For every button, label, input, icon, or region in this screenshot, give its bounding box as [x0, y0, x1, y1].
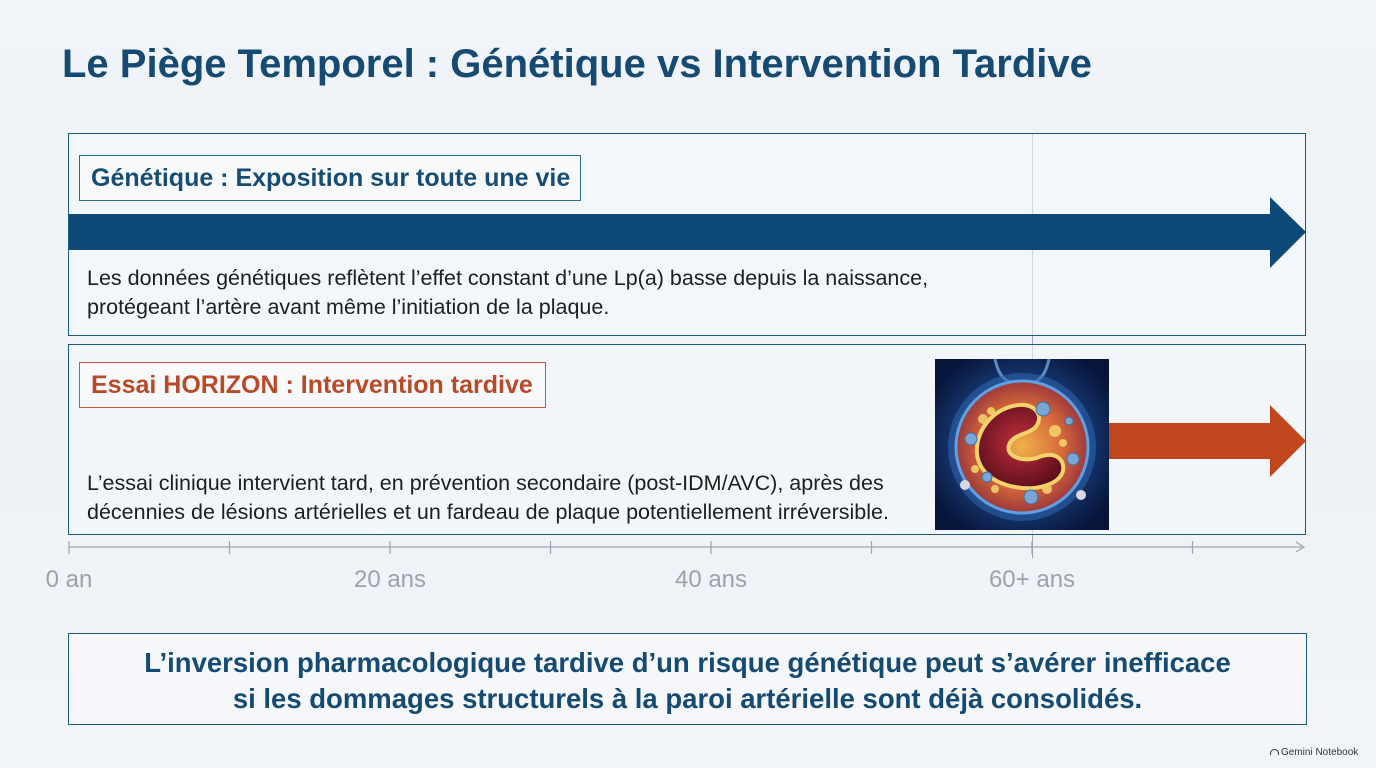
genetic-description-line1: Les données génétiques reflètent l’effet constant d’une Lp(a) basse depuis la naissance, [87, 266, 929, 290]
conclusion-line1: L’inversion pharmacologique tardive d’un risque génétique peut s’avérer inefficace [144, 647, 1231, 678]
brand-label: Gemini Notebook [1281, 747, 1359, 758]
conclusion-line2: si les dommages structurels à la paroi artérielle sont déjà consolidés. [232, 683, 1143, 714]
timeline-tick-label-20: 20 ans [353, 566, 427, 593]
gemini-notebook-brand [1270, 747, 1358, 758]
conclusion-box [68, 633, 1307, 725]
page-title: Le Piège Temporel : Génétique vs Intervention Tardive [62, 42, 1092, 86]
timeline-tick-label-0: 0 an [45, 566, 93, 593]
genetic-label: Génétique : Exposition sur toute une vie [79, 155, 581, 201]
genetic-description-line2: protégeant l’artère avant même l’initiation de la plaque. [87, 295, 610, 319]
horizon-description-line2: décennies de lésions artérielles et un fardeau de plaque potentiellement irréversible. [87, 500, 889, 524]
horizon-label: Essai HORIZON : Intervention tardive [79, 362, 546, 408]
horizon-description-line1: L’essai clinique intervient tard, en prévention secondaire (post-IDM/AVC), après des [87, 471, 884, 495]
timeline-tick-label-60: 60+ ans [988, 566, 1076, 593]
notebook-logo-icon [1270, 749, 1279, 755]
timeline-tick-label-40: 40 ans [674, 566, 748, 593]
